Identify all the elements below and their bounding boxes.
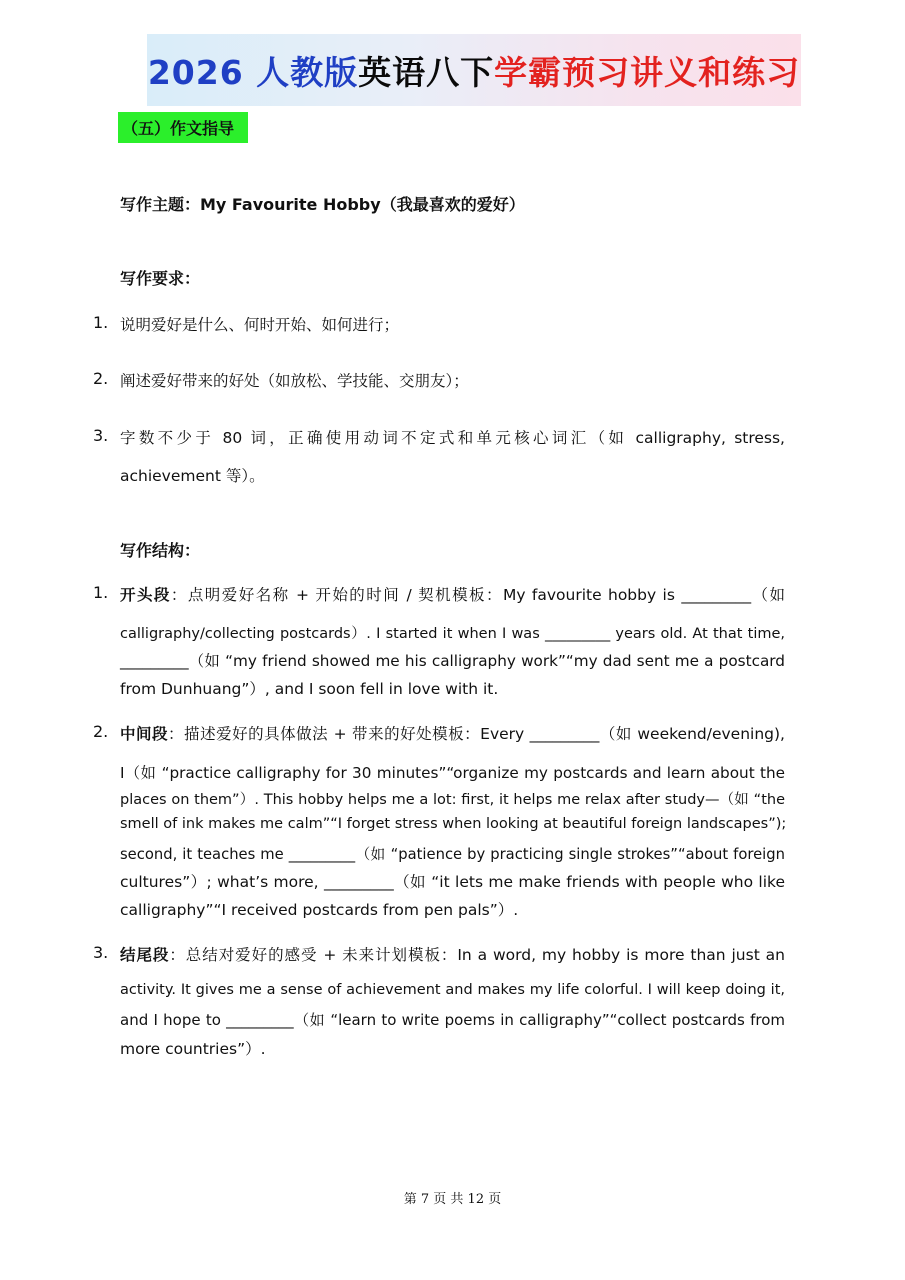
structure-text: ：描述爱好的具体做法 + 带来的好处模板：Every _________（如 weekend/evening), bbox=[168, 725, 785, 743]
structure-line: and I hope to _________（如 “learn to write poems in calligraphy”“collect postcards from bbox=[120, 1011, 785, 1029]
requirement-line: 说明爱好是什么、何时开始、如何进行； bbox=[120, 316, 400, 334]
requirement-number: 1. bbox=[93, 313, 109, 332]
requirement-line: 字数不少于 80 词，正确使用动词不定式和单元核心词汇（如 calligraphy, stress, bbox=[120, 429, 785, 447]
structure-label: 中间段 bbox=[120, 725, 169, 743]
structure-label: 开头段 bbox=[120, 586, 171, 604]
structure-line: second, it teaches me _________（如 “patience by practicing single strokes”“about foreign bbox=[120, 846, 785, 863]
requirement-number: 3. bbox=[93, 426, 109, 445]
structure-line: more countries”）. bbox=[120, 1040, 266, 1058]
structure-line: I（如 “practice calligraphy for 30 minutes”“organize my postcards and learn about the bbox=[120, 764, 785, 782]
structure-line: smell of ink makes me calm”“I forget stress when looking at beautiful foreign landscapes”); bbox=[120, 816, 787, 832]
banner-year-edition: 2026 人教版 bbox=[147, 52, 359, 92]
structure-line: _________（如 “my friend showed me his calligraphy work”“my dad sent me a postcard bbox=[120, 652, 785, 670]
banner-subject: 英语八下 bbox=[358, 52, 495, 92]
requirement-line: 阐述爱好带来的好处（如放松、学技能、交朋友）； bbox=[120, 372, 469, 390]
structure-text: ：总结对爱好的感受 + 未来计划模板：In a word, my hobby is more than just an bbox=[169, 946, 785, 964]
writing-topic: 写作主题：My Favourite Hobby（我最喜欢的爱好） bbox=[120, 195, 525, 214]
requirements-heading: 写作要求： bbox=[120, 269, 201, 288]
structure-number: 3. bbox=[93, 943, 109, 962]
title-banner bbox=[147, 34, 801, 106]
structure-line bbox=[120, 943, 785, 965]
structure-line: calligraphy/collecting postcards）. I started it when I was _________ years old. At that time, bbox=[120, 626, 785, 642]
structure-line: places on them”）. This hobby helps me a lot: first, it helps me relax after study—（如 “the bbox=[120, 792, 785, 808]
structure-line: calligraphy”“I received postcards from pen pals”）. bbox=[120, 901, 519, 919]
structure-line: activity. It gives me a sense of achievement and makes my life colorful. I will keep doing it, bbox=[120, 982, 785, 998]
structure-text: ：点明爱好名称 + 开始的时间 / 契机模板：My favourite hobby is _________（如 bbox=[170, 586, 785, 604]
structure-heading: 写作结构： bbox=[120, 541, 201, 560]
structure-number: 1. bbox=[93, 583, 109, 602]
requirement-line: achievement 等）。 bbox=[120, 467, 265, 485]
structure-line: cultures”）; what’s more, _________（如 “it lets me make friends with people who like bbox=[120, 873, 785, 891]
structure-line: from Dunhuang”）, and I soon fell in love with it. bbox=[120, 680, 499, 698]
structure-number: 2. bbox=[93, 722, 109, 741]
structure-line bbox=[120, 583, 785, 605]
section-tag: （五）作文指导 bbox=[118, 112, 248, 143]
banner-subtitle: 学霸预习讲义和练习 bbox=[494, 52, 801, 92]
requirement-number: 2. bbox=[93, 369, 109, 388]
page-number: 第 7 页 共 12 页 bbox=[403, 1192, 502, 1207]
structure-label: 结尾段 bbox=[120, 946, 170, 964]
structure-line bbox=[120, 722, 785, 744]
